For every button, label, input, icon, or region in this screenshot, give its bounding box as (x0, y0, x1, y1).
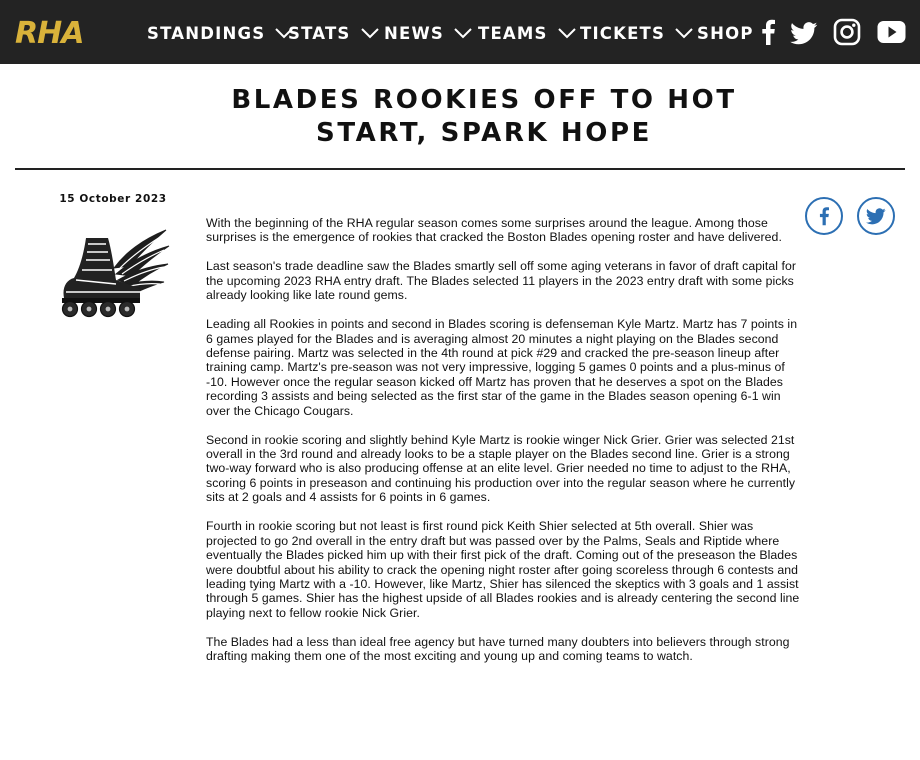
facebook-icon (818, 206, 830, 226)
nav-item-tickets-label: TICKETS (580, 23, 666, 43)
facebook-share-button[interactable] (805, 197, 843, 235)
nav-item-news-label: NEWS (384, 23, 444, 43)
nav-item-stats-label: STATS (288, 23, 351, 43)
article-headline (160, 84, 808, 150)
headline-line-1: BLADES ROOKIES OFF TO HOT (231, 85, 737, 115)
chevron-down-icon (674, 26, 694, 40)
instagram-icon[interactable] (833, 18, 861, 46)
nav-item-shop[interactable] (697, 20, 754, 46)
article-date: 15 October 2023 (59, 193, 167, 205)
twitter-icon (866, 208, 886, 225)
nav-item-shop-label: SHOP (697, 23, 754, 43)
svg-text:RHA: RHA (15, 16, 84, 46)
article-paragraph: Leading all Rookies in points and second in Blades scoring is defenseman Kyle Martz. Martz has 7 points in 6 games played for the Blades and is averaging almost 20 minutes a night playing on the Blades second defense pairing. Martz was selected in the 4th round at pick #29 and cracked the pre-season lineup after training camp. Martz's pre-season was not very impressive, logging 5 games 0 points and a plus-minus of -10. However once the regular season kicked off Martz has proven that he deserves a spot on the Blades recording 3 assists and being selected as the first star of the game in the Blades season opening 6-1 win over the Chicago Cougars. (206, 317, 798, 418)
chevron-down-icon (360, 26, 380, 40)
twitter-icon[interactable] (790, 22, 818, 45)
top-nav-bar (0, 0, 920, 64)
headline-line-2: START, SPARK HOPE (316, 118, 652, 148)
article-paragraph: Last season's trade deadline saw the Blades smartly sell off some aging veterans in favor of draft capital for the upcoming 2023 RHA entry draft. The Blades selected 11 players in the 2023 entry draft with some picks already looking like late round gems. (206, 259, 796, 303)
nav-item-news[interactable] (384, 20, 473, 46)
team-logo-image (56, 228, 170, 318)
article-paragraph: With the beginning of the RHA regular season comes some surprises around the league. Among those surprises is the emergence of rookies that cracked the Boston Blades opening roster and have delivered. (206, 216, 782, 245)
nav-item-teams-label: TEAMS (478, 23, 548, 43)
headline-divider (15, 168, 905, 170)
article-paragraph: The Blades had a less than ideal free agency but have turned many doubters into believers through strong drafting making them one of the most exciting and young up and coming teams to watch. (206, 634, 790, 664)
facebook-icon[interactable] (760, 18, 776, 46)
nav-item-tickets[interactable] (580, 20, 694, 46)
rha-logo[interactable] (14, 16, 100, 46)
twitter-share-button[interactable] (857, 197, 895, 235)
youtube-icon[interactable] (877, 20, 906, 44)
chevron-down-icon (453, 26, 473, 40)
article-body (206, 216, 800, 678)
article-paragraph: Fourth in rookie scoring but not least is first round pick Keith Shier selected at 5th overall. Shier was projected to go 2nd overall in the entry draft but was passed over by the Palms, Seals and Riptide where eventually the Blades picked him up with their first pick of the draft. Coming out of the preseason the Blades were doubtful about his ability to crack the opening night roster after going scoreless through 6 contests and leading tying Martz with a -10. However, like Martz, Shier has silenced the skeptics with 3 goals and 1 assist through 5 games. Shier has the highest upside of all Blades rookies and is already centering the second line playing next to fellow rookie Nick Grier. (206, 519, 800, 620)
nav-item-teams[interactable] (478, 20, 577, 46)
nav-item-stats[interactable] (288, 20, 380, 46)
chevron-down-icon (557, 26, 577, 40)
nav-item-standings[interactable] (147, 20, 294, 46)
article-paragraph: Second in rookie scoring and slightly behind Kyle Martz is rookie winger Nick Grier. Grier was selected 21st overall in the 3rd round and already looks to be a staple player on the Blades second line. Grier is a strong two-way forward who is also producing offense at an elite level. Grier needed no time to adjust to the RHA, scoring 6 points in preseason and continuing his production over into the regular season where he currently sits at 2 goals and 4 assists for 6 points in 6 games. (206, 432, 796, 505)
nav-item-standings-label: STANDINGS (147, 23, 266, 43)
